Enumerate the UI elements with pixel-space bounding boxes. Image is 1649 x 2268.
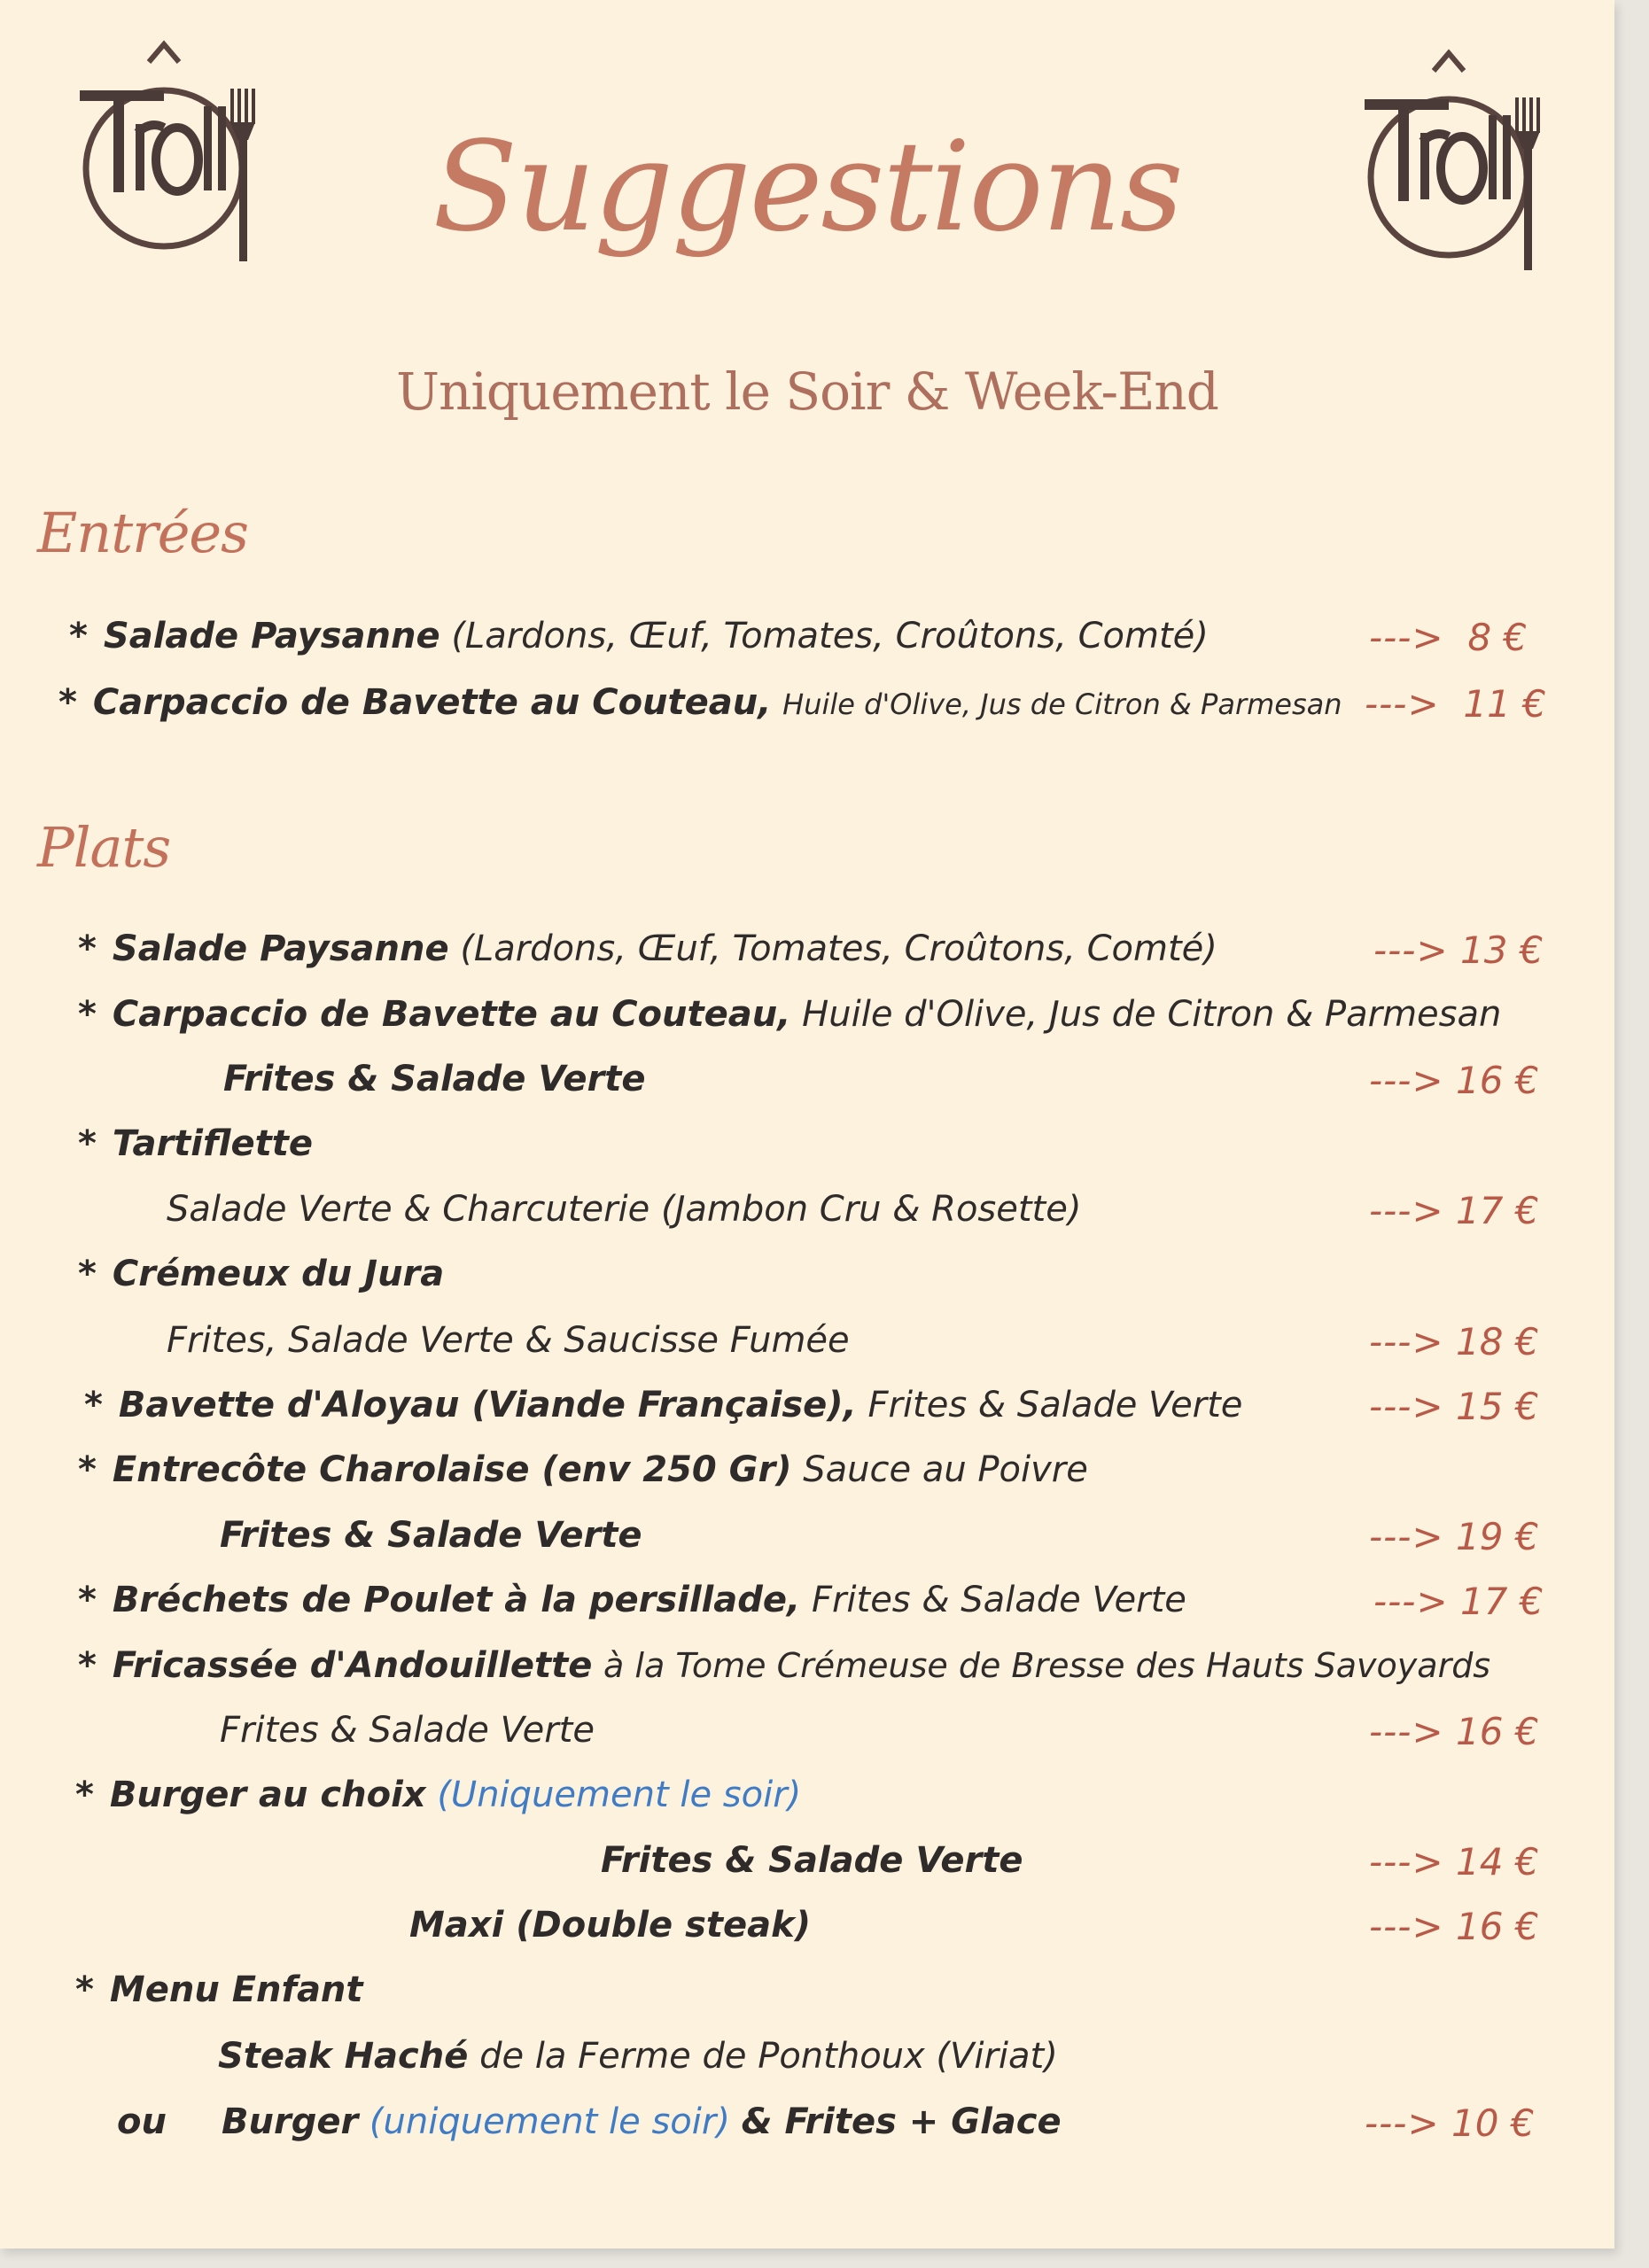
item-price: 16 € bbox=[1456, 1059, 1539, 1102]
item-price: 16 € bbox=[1456, 1710, 1539, 1753]
item-name: Burger au choix bbox=[109, 1775, 426, 1815]
item-price: 18 € bbox=[1456, 1320, 1539, 1363]
item-side: Frites & Salade Verte bbox=[220, 1515, 642, 1556]
item-description: (Lardons, Œuf, Tomates, Croûtons, Comté) bbox=[451, 616, 1209, 656]
price-arrow: ---> bbox=[1373, 1580, 1449, 1623]
bullet-star: * bbox=[78, 994, 97, 1035]
bullet-star: * bbox=[75, 1969, 94, 2010]
item-name: Tartiflette bbox=[112, 1123, 313, 1164]
price-arrow: ---> bbox=[1365, 682, 1440, 726]
bullet-star: * bbox=[75, 1775, 94, 1815]
menu-item-plat-fricassee-side bbox=[0, 1710, 1614, 1763]
item-price: 17 € bbox=[1460, 1580, 1544, 1623]
menu-item-plat-carpaccio bbox=[0, 994, 1614, 1047]
menu-item-plat-brechets bbox=[0, 1580, 1614, 1633]
item-name: Salade Paysanne bbox=[112, 928, 449, 969]
item-description: Frites & Salade Verte bbox=[867, 1385, 1243, 1425]
item-option-detail: & Frites + Glace bbox=[741, 2101, 1062, 2142]
item-price: 17 € bbox=[1456, 1189, 1539, 1232]
item-name: Carpaccio de Bavette au Couteau, bbox=[92, 682, 772, 723]
price-arrow: ---> bbox=[1369, 1905, 1444, 1948]
bullet-star: * bbox=[78, 1123, 97, 1164]
item-description: Frites & Salade Verte bbox=[811, 1580, 1186, 1620]
item-maxi-option: Maxi (Double steak) bbox=[409, 1905, 812, 1946]
item-description: Huile d'Olive, Jus de Citron & Parmesan bbox=[802, 994, 1502, 1035]
price-arrow: ---> bbox=[1369, 1189, 1444, 1232]
section-heading-entrees: Entrées bbox=[37, 501, 248, 565]
menu-item-plat-cremeux bbox=[0, 1254, 1614, 1307]
price-arrow: ---> bbox=[1369, 1320, 1444, 1363]
menu-item-plat-entrecote bbox=[0, 1449, 1614, 1503]
item-price: 11 € bbox=[1463, 682, 1546, 726]
price-arrow: ---> bbox=[1369, 1385, 1444, 1428]
price-arrow: ---> bbox=[1365, 2101, 1440, 2145]
item-side: Frites & Salade Verte bbox=[601, 1840, 1023, 1881]
item-price: 19 € bbox=[1456, 1515, 1539, 1558]
menu-item-plat-burger-maxi bbox=[0, 1905, 1614, 1958]
item-description: à la Tome Crémeuse de Bresse des Hauts Savoyards bbox=[603, 1646, 1491, 1685]
item-option-detail: de la Ferme de Ponthoux (Viriat) bbox=[479, 2036, 1058, 2077]
item-name: Salade Paysanne bbox=[103, 616, 440, 656]
item-name: Bavette d'Aloyau (Viande Française), bbox=[118, 1385, 857, 1425]
bullet-star: * bbox=[78, 1645, 97, 1686]
menu-item-plat-entrecote-side bbox=[0, 1515, 1614, 1568]
menu-item-plat-fricassee bbox=[0, 1645, 1614, 1698]
item-name: Fricassée d'Andouillette bbox=[112, 1645, 593, 1686]
price-arrow: ---> bbox=[1369, 616, 1444, 659]
item-side: Salade Verte & Charcuterie (Jambon Cru & Rosette) bbox=[167, 1189, 1082, 1230]
bullet-star: * bbox=[78, 928, 97, 969]
item-side: Frites & Salade Verte bbox=[223, 1059, 646, 1099]
menu-item-plat-burger-side bbox=[0, 1840, 1614, 1893]
item-name: Crémeux du Jura bbox=[112, 1254, 445, 1294]
menu-title: Suggestions bbox=[432, 115, 1182, 260]
price-arrow: ---> bbox=[1369, 1059, 1444, 1102]
menu-item-plat-enfant bbox=[0, 1969, 1614, 2023]
menu-item-plat-carpaccio-side bbox=[0, 1059, 1614, 1112]
menu-item-plat-burger bbox=[0, 1775, 1614, 1828]
bullet-star: * bbox=[84, 1385, 103, 1425]
price-arrow: ---> bbox=[1369, 1710, 1444, 1753]
evening-only-note: (uniquement le soir) bbox=[369, 2101, 730, 2142]
item-price: 13 € bbox=[1460, 928, 1544, 972]
price-arrow: ---> bbox=[1373, 928, 1449, 972]
item-price: 8 € bbox=[1467, 616, 1528, 659]
menu-item-plat-enfant-steak bbox=[0, 2036, 1614, 2089]
bullet-star: * bbox=[78, 1449, 97, 1490]
bullet-star: * bbox=[58, 682, 77, 723]
price-arrow: ---> bbox=[1369, 1840, 1444, 1884]
item-side: Frites, Salade Verte & Saucisse Fumée bbox=[167, 1320, 850, 1361]
item-price: 14 € bbox=[1456, 1840, 1539, 1884]
menu-item-plat-bavette bbox=[0, 1385, 1614, 1438]
menu-item-plat-salade bbox=[0, 928, 1614, 982]
item-name: Bréchets de Poulet à la persillade, bbox=[112, 1580, 801, 1620]
bullet-star: * bbox=[78, 1254, 97, 1294]
menu-item-plat-enfant-burger bbox=[0, 2101, 1614, 2155]
or-label: ou bbox=[117, 2101, 167, 2142]
menu-item-entree-salade bbox=[0, 616, 1614, 669]
item-name: Entrecôte Charolaise (env 250 Gr) bbox=[112, 1449, 792, 1490]
section-heading-plats: Plats bbox=[37, 815, 171, 880]
menu-item-plat-tartiflette bbox=[0, 1123, 1614, 1177]
item-name: Menu Enfant bbox=[109, 1969, 363, 2010]
item-description: Sauce au Poivre bbox=[803, 1449, 1088, 1490]
menu-item-plat-tartiflette-side bbox=[0, 1189, 1614, 1242]
item-price: 15 € bbox=[1456, 1385, 1539, 1428]
item-price: 10 € bbox=[1451, 2101, 1535, 2145]
price-arrow: ---> bbox=[1369, 1515, 1444, 1558]
evening-only-note: (Uniquement le soir) bbox=[437, 1775, 802, 1815]
item-option: Burger bbox=[222, 2101, 359, 2142]
item-price: 16 € bbox=[1456, 1905, 1539, 1948]
item-description: (Lardons, Œuf, Tomates, Croûtons, Comté) bbox=[460, 928, 1217, 969]
bullet-star: * bbox=[69, 616, 88, 656]
menu-subtitle: Uniquement le Soir & Week-End bbox=[396, 361, 1218, 422]
item-option: Steak Haché bbox=[218, 2036, 469, 2077]
item-name: Carpaccio de Bavette au Couteau, bbox=[112, 994, 791, 1035]
item-description: Huile d'Olive, Jus de Citron & Parmesan bbox=[782, 687, 1342, 721]
menu-item-plat-cremeux-side bbox=[0, 1320, 1614, 1373]
item-side: Frites & Salade Verte bbox=[220, 1710, 595, 1751]
bullet-star: * bbox=[78, 1580, 97, 1620]
menu-item-entree-carpaccio bbox=[0, 682, 1614, 735]
